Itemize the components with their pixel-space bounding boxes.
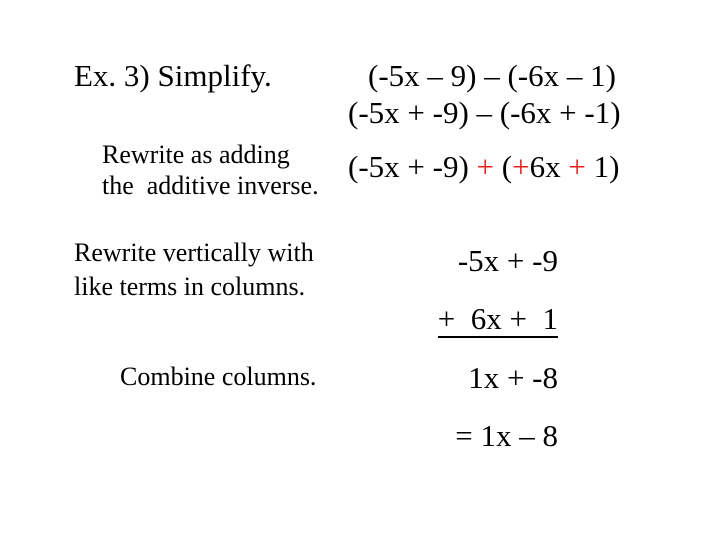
expr-part: 6x <box>529 149 569 184</box>
step1-label-line1: Rewrite as adding <box>102 140 290 169</box>
final-answer: = 1x – 8 <box>455 418 558 453</box>
expr-part: (-5x + -9) <box>348 149 477 184</box>
vertical-row-1: -5x + -9 <box>457 243 558 278</box>
changed-operator: + <box>568 149 586 184</box>
vertical-row-2: + 6x + 1 <box>437 301 558 336</box>
step1-additive-inverse-expression <box>348 151 619 182</box>
combined-result: 1x + -8 <box>468 360 558 395</box>
expr-part: 1) <box>585 149 620 184</box>
step1-label-line2: the additive inverse. <box>102 171 319 200</box>
changed-operator: + <box>476 149 495 184</box>
changed-sign: + <box>512 149 530 184</box>
expr-part: ( <box>494 149 513 184</box>
slide-title: Ex. 3) Simplify. <box>74 58 272 93</box>
step3-label: Combine columns. <box>120 362 317 391</box>
step2-label-line2: like terms in columns. <box>74 272 306 301</box>
problem-rewritten-expression: (-5x + -9) – (-6x + -1) <box>348 95 621 130</box>
step2-label-line1: Rewrite vertically with <box>74 238 314 267</box>
problem-expression: (-5x – 9) – (-6x – 1) <box>368 58 616 93</box>
